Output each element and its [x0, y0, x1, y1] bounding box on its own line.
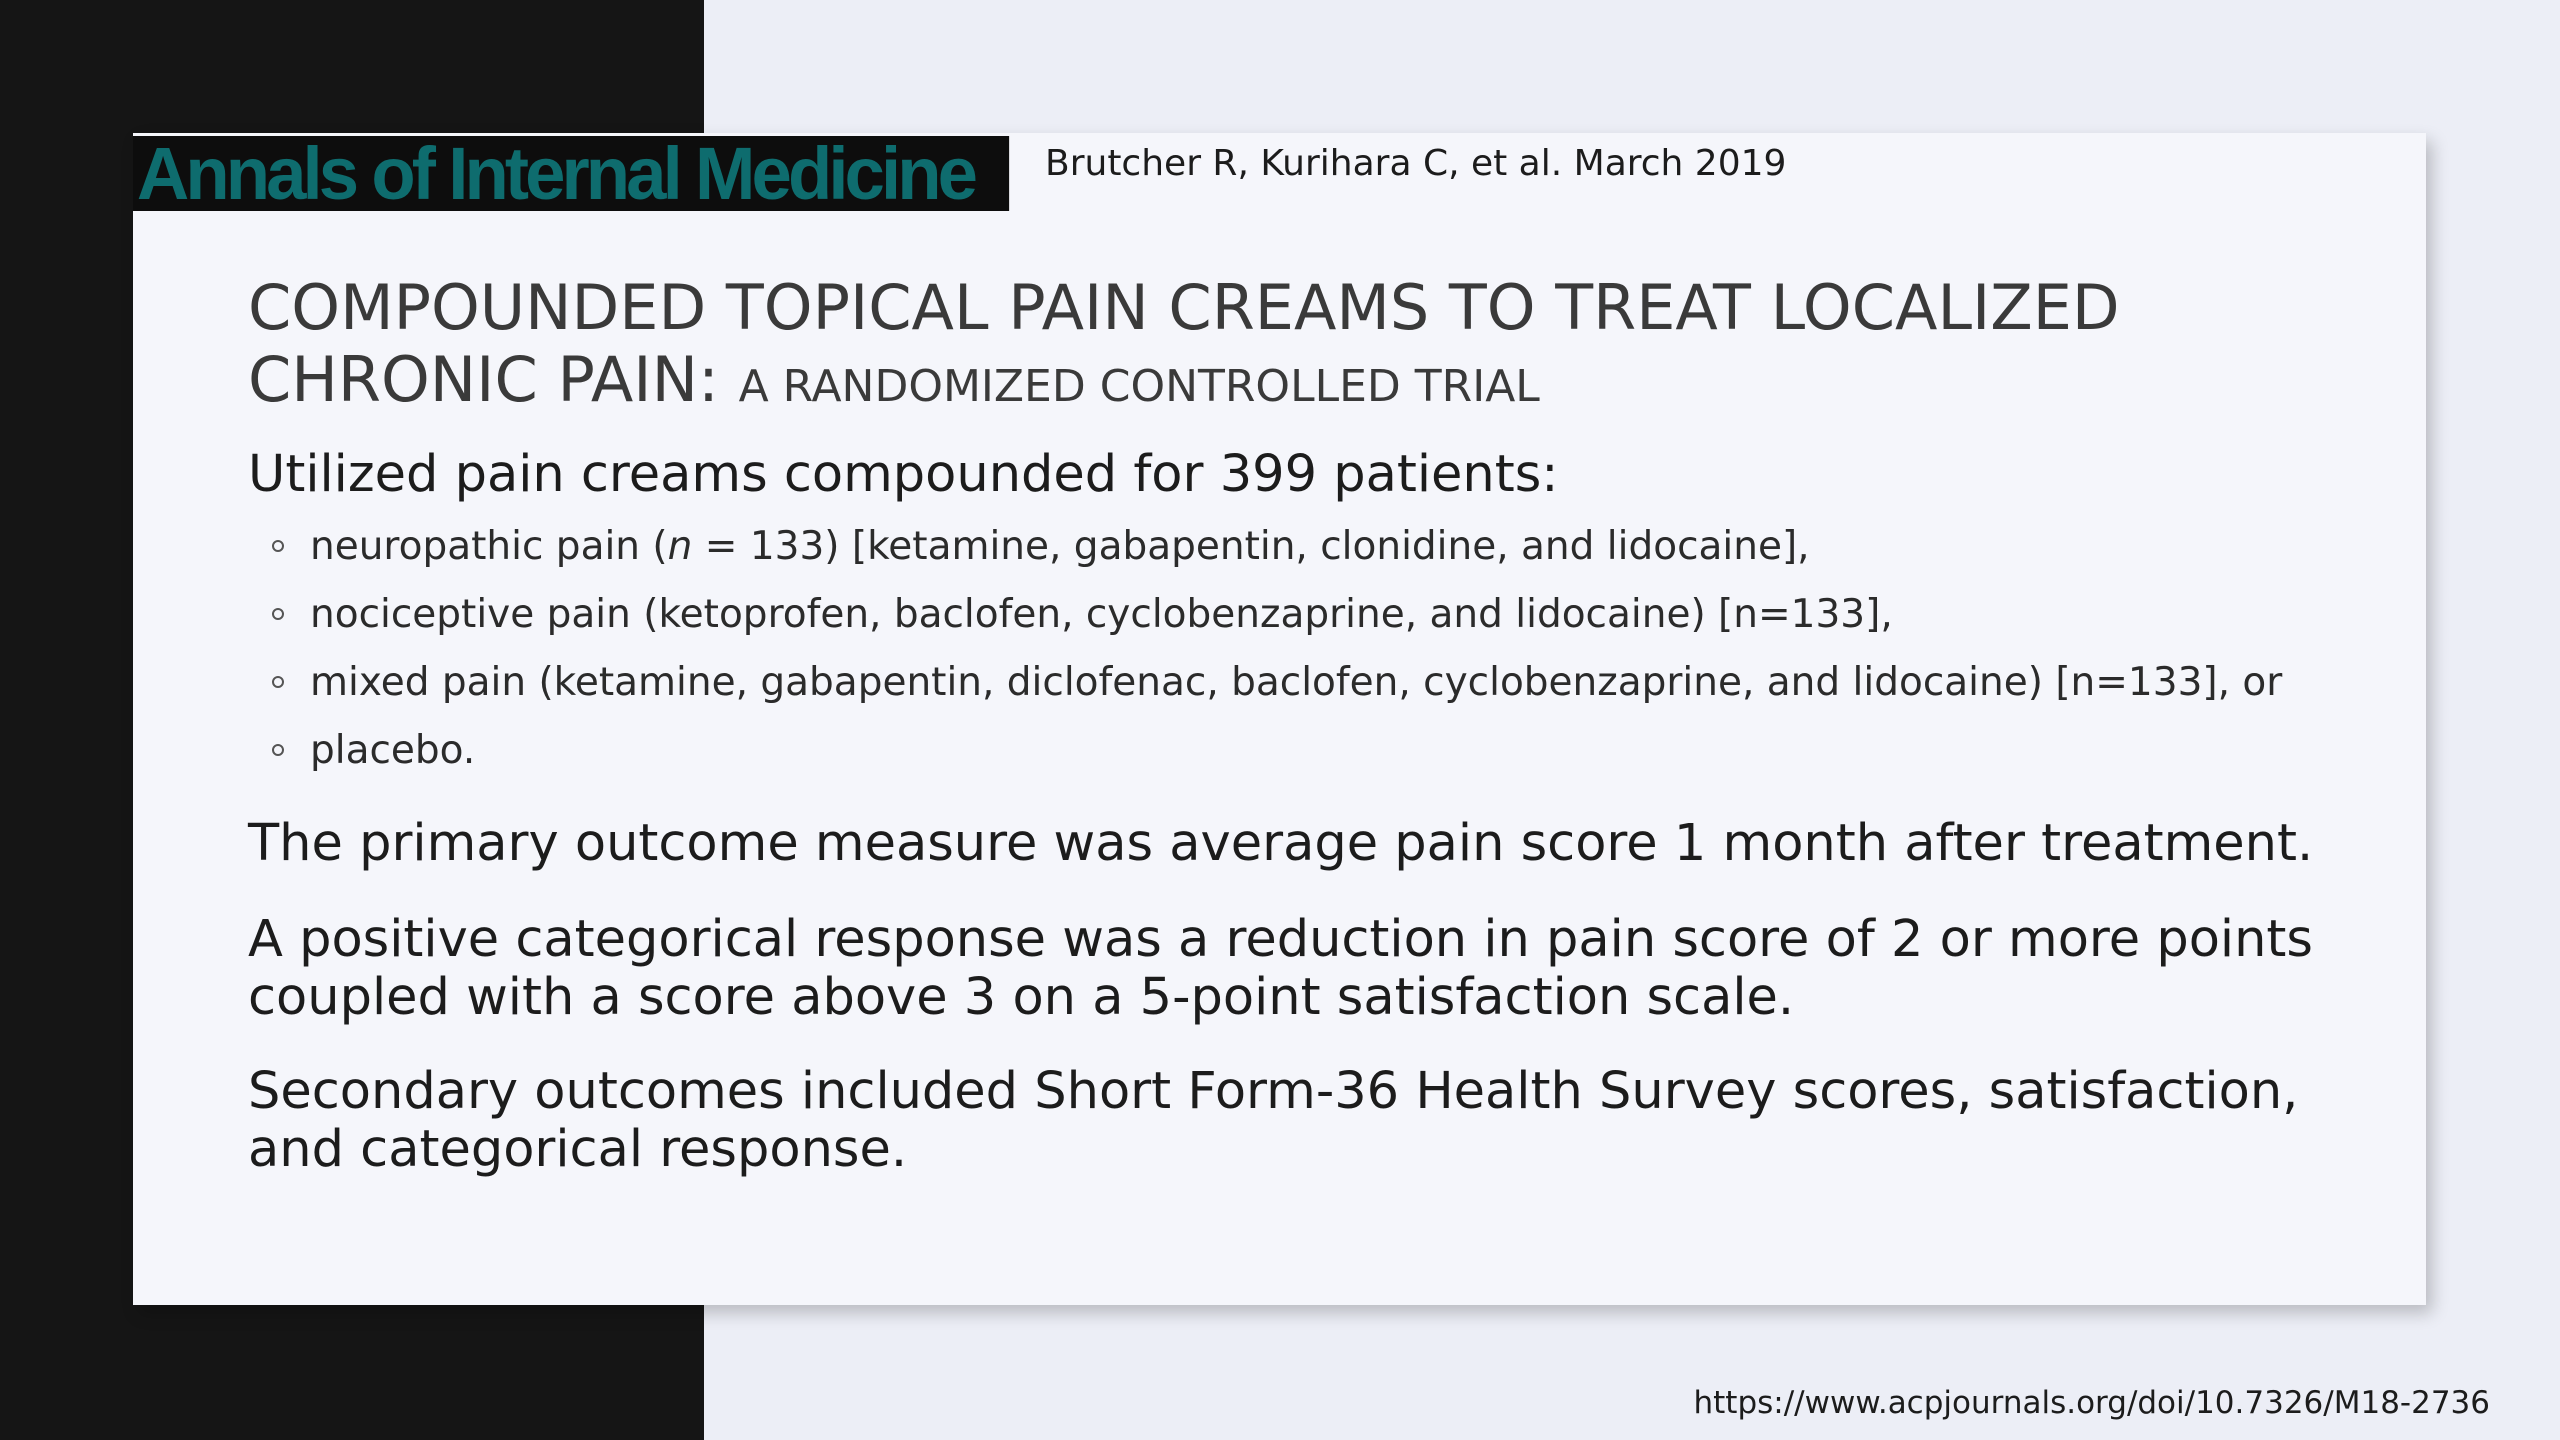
- secondary-outcomes-text: Secondary outcomes included Short Form-36 Health Survey scores, satisfaction, and categorical response.: [248, 1062, 2299, 1179]
- bullet-icon: [272, 676, 284, 688]
- journal-logo: Annals of Internal Medicine: [133, 136, 1009, 211]
- bullet-icon: [272, 608, 284, 620]
- title-main: COMPOUNDED TOPICAL PAIN CREAMS TO TREAT LOCALIZED CHRONIC PAIN:: [248, 271, 2120, 416]
- bullet-icon: [272, 540, 284, 552]
- bullet-item: [272, 716, 2282, 784]
- bullet-item: [272, 580, 2282, 648]
- bullet-text: placebo.: [310, 727, 476, 773]
- primary-outcome-text: The primary outcome measure was average pain score 1 month after treatment.: [248, 814, 2314, 873]
- source-url: https://www.acpjournals.org/doi/10.7326/M18-2736: [1693, 1385, 2490, 1421]
- bullet-text: mixed pain (ketamine, gabapentin, diclofenac, baclofen, cyclobenzaprine, and lidocaine) [n=133], or: [310, 659, 2283, 705]
- bullet-item: [272, 648, 2282, 716]
- lead-text: Utilized pain creams compounded for 399 patients:: [248, 445, 1559, 504]
- bullet-icon: [272, 744, 284, 756]
- bullet-list: [272, 512, 2282, 784]
- bullet-text: neuropathic pain (n = 133) [ketamine, gabapentin, clonidine, and lidocaine],: [310, 523, 1810, 569]
- slide-title: [248, 272, 2368, 423]
- categorical-response-text: A positive categorical response was a reduction in pain score of 2 or more points coupled with a score above 3 on a 5-point satisfaction scale.: [248, 910, 2313, 1027]
- bullet-text: nociceptive pain (ketoprofen, baclofen, cyclobenzaprine, and lidocaine) [n=133],: [310, 591, 1893, 637]
- citation: Brutcher R, Kurihara C, et al. March 2019: [1045, 143, 1787, 184]
- bullet-item: [272, 512, 2282, 580]
- title-subtitle: A RANDOMIZED CONTROLLED TRIAL: [738, 361, 1540, 412]
